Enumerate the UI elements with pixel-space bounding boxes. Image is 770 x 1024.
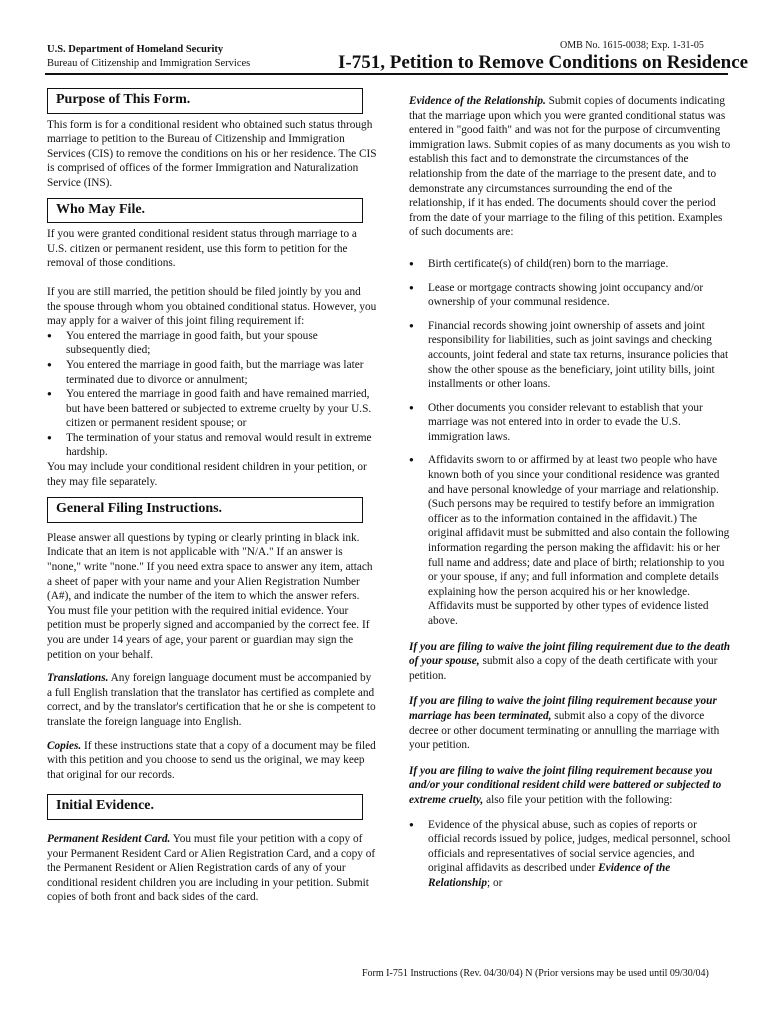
general-filing-heading: General Filing Instructions. [47, 497, 363, 523]
death-text: submit also a copy of the death certificate with your petition. [409, 655, 718, 682]
list-item: ● You entered the marriage in good faith, but your spouse subsequently died; [47, 329, 377, 358]
who-text-2: If you are still married, the petition should be filed jointly by you and the spouse through whom you obtained conditional status. However, you may apply for a waiver of this joint filing requirement if: [47, 285, 377, 328]
initial-evidence-heading: Initial Evidence. [47, 794, 363, 820]
copies-label: Copies. [47, 739, 82, 752]
purpose-text: This form is for a conditional resident who obtained such status through marriage to petition to the Bureau of Citizenship and Immigration Services (CIS) to remove the conditions on his or her residence. The CIS is comprised of offices of the former Immigration and Naturalization Service (INS). [47, 118, 377, 189]
header-rule [45, 73, 728, 75]
list-item [409, 818, 731, 891]
waiver-list [47, 329, 377, 460]
translations-paragraph [47, 671, 377, 729]
list-item: ● Affidavits sworn to or affirmed by at least two people who have known both of you since your conditional residence was granted and have personal knowledge of your marriage and relationship. (Such persons may be required to testify before an immigration officer as to the information contained in the affidavit.) The original affidavit must be submitted and also contain the following information regarding the person making the affidavit: his or her full name and address; date and place of birth; relationship to you or your spouse, if any; and full information and complete details explaining how the person acquired his or her knowledge. Affidavits must be supported by other types of evidence listed above. [409, 453, 731, 628]
form-title: I-751, Petition to Remove Conditions on Residence [338, 52, 749, 73]
list-item: ● Birth certificate(s) of child(ren) born to the marriage. [409, 257, 731, 272]
evidence-text: Submit copies of documents indicating that the marriage upon which you were granted conditional status was entered in "good faith" and was not for the purpose of circumventing immigration laws. Submit copies of as many documents as you wish to establish this fact and to demonstrate the circumstances of the relationship from the date of the marriage to the present date, and to demonstrate any circumstances surrounding the end of the relationship, if it has ended. The documents should cover the period from the date of your marriage to the filing of this petition. Examples of such documents are: [409, 95, 731, 239]
evidence-label: Evidence of the Relationship. [409, 95, 546, 107]
footer-text: Form I-751 Instructions (Rev. 04/30/04) N (Prior versions may be used until 09/30/04) [362, 968, 709, 979]
list-item: ● Other documents you consider relevant to establish that your marriage was not entered into in order to evade the U.S. immigration laws. [409, 401, 731, 445]
agency-block [47, 43, 250, 71]
who-text-1: If you were granted conditional resident status through marriage to a U.S. citizen or permanent resident, use this form to petition for the removal of those conditions. [47, 228, 357, 270]
termination-text: submit also a copy of the divorce decree or other document terminating or annulling the marriage with your petition. [409, 709, 720, 752]
abuse-text: Evidence of the physical abuse, such as copies of reports or official records issued by police, judges, medical personnel, school officials and representatives of social service agencies, and original affidavits as described under [428, 818, 731, 875]
general-text: Please answer all questions by typing or clearly printing in black ink. Indicate that an item is not applicable with "N/A." If an answer is "none," write "none." If you need extra space to answer any item, attach a sheet of paper with your name and your Alien Registration Number (A#), and indicate the number of the item to which the answer refers. You must file your petition with the required initial evidence. Your petition must be properly signed and accompanied by the correct fee. If you are under 14 years of age, your parent or guardian may sign the petition on your behalf. [47, 531, 373, 661]
abuse-label: Evidence of the Relationship [428, 862, 671, 889]
list-item: ● Lease or mortgage contracts showing joint occupancy and/or ownership of your communal residence. [409, 281, 731, 310]
termination-paragraph [409, 694, 731, 752]
translations-text: Any foreign language document must be accompanied by a full English translation that the translator has certified as complete and correct, and by the translator's certification that he or she is competent to translate the foreign language into English. [47, 672, 376, 728]
list-item: ● You entered the marriage in good faith, but the marriage was later terminated due to divorce or annulment; [47, 358, 377, 387]
purpose-heading: Purpose of This Form. [47, 88, 363, 114]
termination-label: If you are filing to waive the joint filing requirement because your marriage has been terminated, [409, 695, 717, 722]
evidence-paragraph [409, 94, 731, 240]
prc-text: You must file your petition with a copy of your Permanent Resident Card or Alien Registration Card, and a copy of the Permanent Resident or Alien Registration cards of any of your conditional resident children you are including in your petition. Submit copies of both front and back sides of the card. [47, 832, 376, 904]
who-text-3: You may include your conditional resident children in your petition, or they may file separately. [47, 461, 367, 488]
death-label: If you are filing to waive the joint filing requirement due to the death of your spouse, [409, 640, 731, 668]
death-paragraph [409, 640, 731, 684]
department-name: U.S. Department of Homeland Security [47, 44, 224, 55]
prc-label: Permanent Resident Card. [47, 832, 171, 845]
right-column [409, 94, 731, 891]
bureau-name: Bureau of Citizenship and Immigration Services [47, 58, 251, 69]
battered-paragraph [409, 764, 731, 808]
evidence-list [409, 257, 731, 629]
battered-label: If you are filing to waive the joint filing requirement because you and/or your conditional resident child were battered or subjected to extreme cruelty, [409, 764, 722, 806]
omb-number: OMB No. 1615-0038; Exp. 1-31-05 [560, 40, 704, 51]
battered-text: also file your petition with the following: [483, 793, 673, 806]
copies-paragraph [47, 739, 377, 783]
who-may-file-heading: Who May File. [47, 198, 363, 224]
copies-text: If these instructions state that a copy of a document may be filed with this petition and you choose to send us the original, we may keep that original for our records. [47, 739, 376, 781]
prc-paragraph [47, 832, 377, 905]
left-column [47, 88, 377, 905]
list-item: ● Financial records showing joint ownership of assets and joint responsibility for liabilities, such as joint savings and checking accounts, joint federal and state tax returns, insurance policies that show the other spouse as the beneficiary, joint utility bills, joint installments or other loans. [409, 319, 731, 392]
list-item: ● The termination of your status and removal would result in extreme hardship. [47, 431, 377, 460]
abuse-list [409, 818, 731, 891]
abuse-tail: ; or [487, 876, 503, 889]
list-item: ● You entered the marriage in good faith and have remained married, but have been battered or subjected to extreme cruelty by your U.S. citizen or permanent resident spouse; or [47, 387, 377, 431]
translations-label: Translations. [47, 672, 109, 685]
